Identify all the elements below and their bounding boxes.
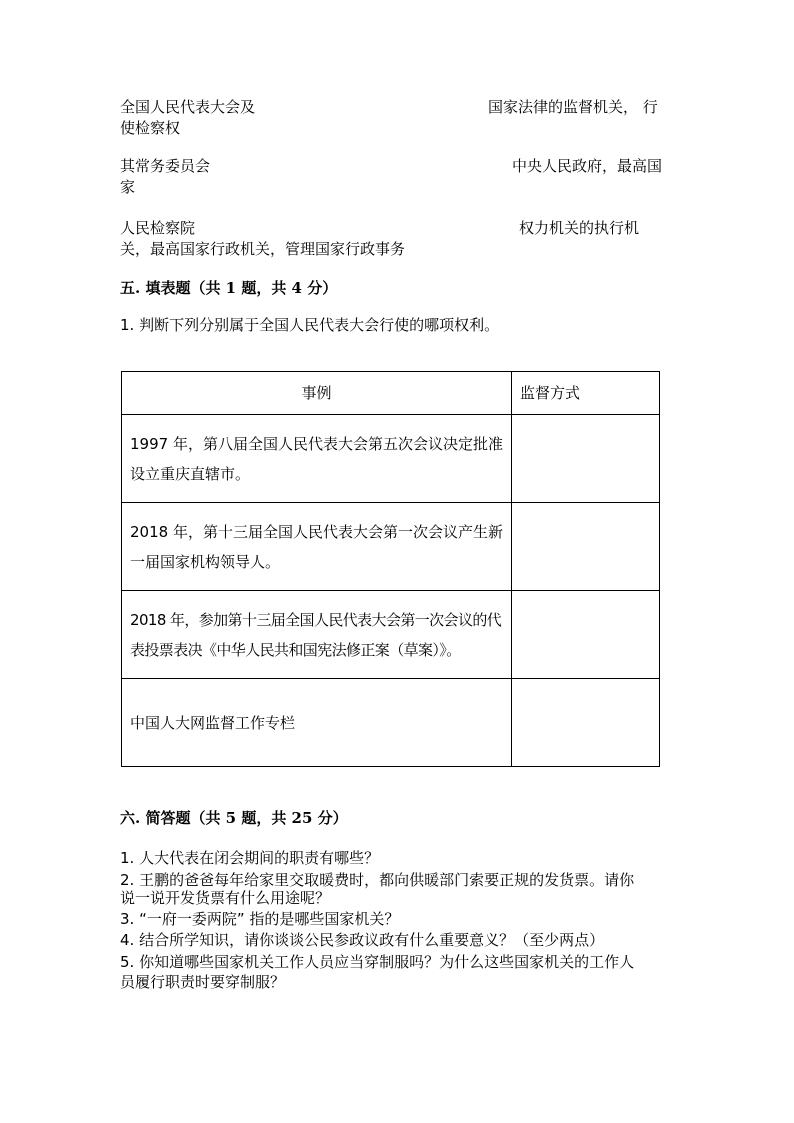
question-line: 员履行职责时要穿制服？	[120, 973, 286, 991]
fill-table	[121, 371, 660, 767]
table-row	[122, 503, 660, 591]
table-header-row	[122, 372, 660, 415]
match-left-3: 人民检察院	[120, 219, 196, 237]
match-left-1: 全国人民代表大会及	[120, 98, 256, 116]
match-right-3: 权力机关的执行机	[519, 219, 640, 237]
table-cell-case: 2018 年，参加第十三届全国人民代表大会第一次会议的代表投票表决《中华人民共和国宪法修正案（草案）》。	[130, 610, 502, 659]
match-cont-3: 关，最高国家行政机关，管理国家行政事务	[120, 240, 406, 258]
question-line: 1. 人大代表在闭会期间的职责有哪些？	[120, 849, 380, 867]
table-cell-answer[interactable]	[512, 679, 660, 767]
match-cont-1: 使检察权	[120, 119, 181, 137]
match-right-2: 中央人民政府，最高国	[512, 157, 663, 175]
table-cell-answer[interactable]	[512, 415, 660, 503]
section-6-title: 六. 简答题（共 5 题，共 25 分）	[120, 809, 348, 827]
table-row	[122, 415, 660, 503]
table-cell-answer[interactable]	[512, 591, 660, 679]
question-line: 5. 你知道哪些国家机关工作人员应当穿制服吗？为什么这些国家机关的工作人	[120, 953, 635, 971]
section-5-question: 1. 判断下列分别属于全国人民代表大会行使的哪项权利。	[120, 316, 500, 334]
table-row	[122, 591, 660, 679]
table-header-case: 事例	[122, 372, 512, 415]
table-cell-case: 2018 年，第十三届全国人民代表大会第一次会议产生新一届国家机构领导人。	[130, 522, 503, 571]
question-line: 4. 结合所学知识，请你谈谈公民参政议政有什么重要意义？（至少两点）	[120, 931, 605, 949]
question-line: 说一说开发货票有什么用途呢？	[120, 889, 331, 907]
match-right-1: 国家法律的监督机关， 行	[488, 98, 658, 116]
table-row	[122, 679, 660, 767]
table-cell-case: 1997 年，第八届全国人民代表大会第五次会议决定批准设立重庆直辖市。	[130, 434, 503, 483]
table-header-method: 监督方式	[512, 372, 660, 415]
match-cont-2: 家	[120, 178, 136, 196]
section-5-title: 五. 填表题（共 1 题，共 4 分）	[120, 279, 338, 297]
question-line: 2. 王鹏的爸爸每年给家里交取暖费时，都向供暖部门索要正规的发货票。请你	[120, 871, 635, 889]
table-cell-case: 中国人大网监督工作专栏	[130, 713, 296, 732]
match-left-2: 其常务委员会	[120, 157, 211, 175]
table-cell-answer[interactable]	[512, 503, 660, 591]
question-line: 3. “一府一委两院” 指的是哪些国家机关？	[120, 910, 400, 928]
